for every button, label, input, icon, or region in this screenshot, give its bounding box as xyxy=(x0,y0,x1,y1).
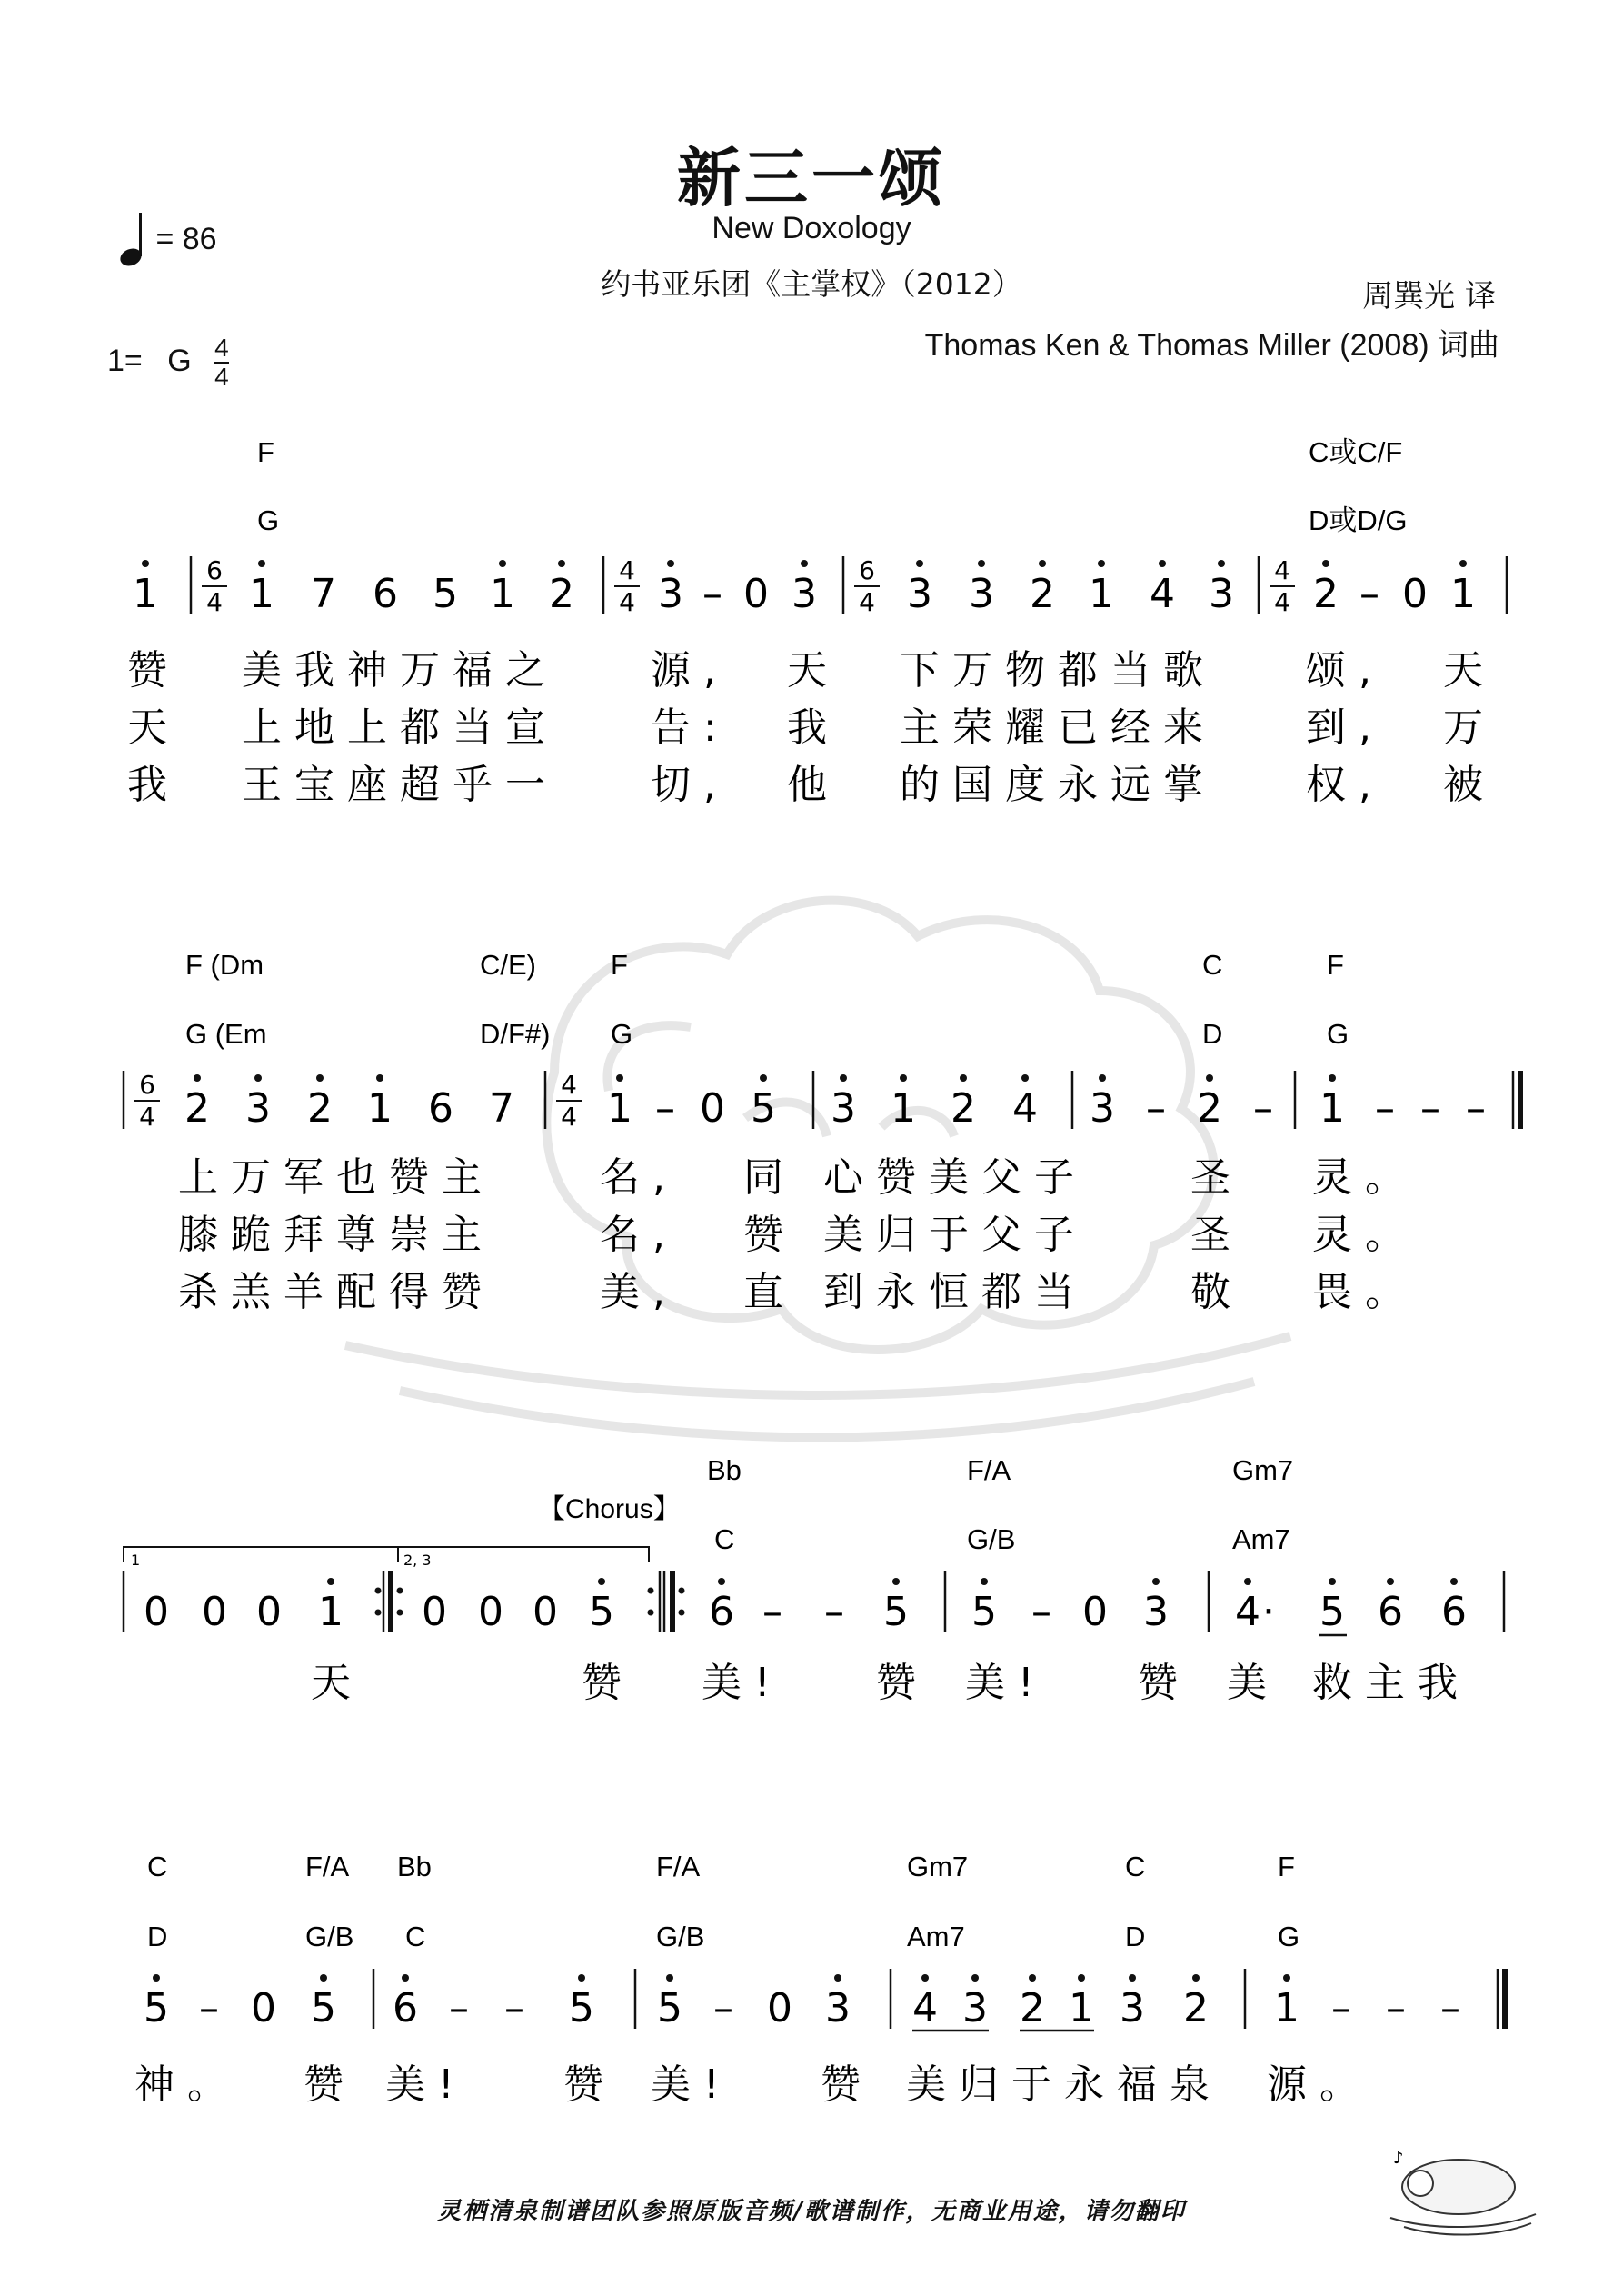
lyric-syllable: 颂, xyxy=(1306,647,1384,694)
album-info: 约书亚乐团《主掌权》（2012） xyxy=(601,266,1022,302)
chord-symbol: C xyxy=(405,1921,426,1952)
time-signature-top: 4 xyxy=(214,334,229,362)
lyric-syllable: 名, xyxy=(600,1154,678,1201)
svg-text:7: 7 xyxy=(311,571,336,617)
chord-symbol: D或D/G xyxy=(1309,504,1408,536)
time-signature-bottom: 4 xyxy=(214,363,229,391)
lyrics-line-4 xyxy=(134,2061,1372,2108)
svg-text:6: 6 xyxy=(139,1070,155,1100)
chord-symbol: D xyxy=(147,1921,168,1952)
lyric-syllable: 万 xyxy=(1443,704,1496,751)
chord-symbol: D xyxy=(1125,1921,1146,1952)
lyric-phrase: 膝跪拜尊崇主 xyxy=(178,1212,494,1258)
lyric-syllable: 圣 xyxy=(1190,1212,1243,1258)
lyric-syllable: 圣 xyxy=(1190,1154,1243,1201)
chord-symbol: F xyxy=(1278,1851,1295,1882)
svg-text:–: – xyxy=(1331,1985,1351,2031)
svg-text:0: 0 xyxy=(256,1589,282,1635)
chord-symbol: C xyxy=(1202,949,1223,981)
chord-symbol: Am7 xyxy=(907,1921,965,1952)
lyric-phrase: 美归于父子 xyxy=(823,1212,1087,1258)
svg-text:0: 0 xyxy=(533,1589,558,1635)
lyric-syllable: 灵。 xyxy=(1312,1154,1418,1201)
svg-text:4: 4 xyxy=(1150,571,1175,617)
chord-row-1 xyxy=(257,436,1408,536)
lyric-syllable: 天 xyxy=(787,647,840,694)
svg-text:5: 5 xyxy=(883,1589,909,1635)
chord-row-3 xyxy=(707,1454,1293,1555)
lyric-syllable: 源, xyxy=(651,647,729,694)
svg-text:5: 5 xyxy=(589,1589,614,1635)
svg-text:2: 2 xyxy=(1020,1985,1045,2031)
song-title: 新三一颂 xyxy=(677,141,946,215)
svg-text:3: 3 xyxy=(658,571,683,617)
svg-text:–: – xyxy=(1359,571,1379,617)
chord-symbol: Am7 xyxy=(1232,1523,1290,1555)
svg-text:1: 1 xyxy=(490,571,515,617)
svg-text:0: 0 xyxy=(700,1085,725,1132)
lyric-syllable: 赞 xyxy=(304,2061,356,2108)
lyric-syllable: 灵。 xyxy=(1312,1212,1418,1258)
svg-text:2: 2 xyxy=(1030,571,1055,617)
lyric-syllable: 我 xyxy=(787,704,840,751)
chord-row-4 xyxy=(147,1851,1299,1952)
svg-text:–: – xyxy=(824,1589,844,1635)
lyric-phrase: 的国度永远掌 xyxy=(900,762,1216,808)
svg-text:6: 6 xyxy=(1378,1589,1403,1635)
chord-symbol: C/E) xyxy=(480,949,536,981)
chord-symbol: D xyxy=(1202,1018,1223,1050)
lyric-phrase: 到永恒都当 xyxy=(823,1269,1087,1315)
lyric-syllable: 天 xyxy=(127,704,180,751)
svg-text:4: 4 xyxy=(1235,1589,1260,1635)
svg-text:2: 2 xyxy=(1183,1985,1209,2031)
svg-text:4: 4 xyxy=(912,1985,938,2031)
chord-row-2 xyxy=(185,949,1349,1050)
svg-text:1: 1 xyxy=(367,1085,393,1132)
svg-text:7: 7 xyxy=(489,1085,514,1132)
chord-symbol: C xyxy=(714,1523,735,1555)
lyric-syllable: 他 xyxy=(787,762,840,808)
svg-text:6: 6 xyxy=(206,555,223,585)
chord-symbol: F/A xyxy=(305,1851,350,1882)
svg-text:2: 2 xyxy=(307,1085,333,1132)
key-prefix: 1= xyxy=(107,343,143,378)
chord-symbol: Bb xyxy=(397,1851,432,1882)
lyric-syllable: 被 xyxy=(1443,762,1496,808)
svg-text:3: 3 xyxy=(831,1085,856,1132)
svg-text:0: 0 xyxy=(1402,571,1428,617)
lyric-syllable: 告: xyxy=(651,704,730,751)
lyric-syllable: 权, xyxy=(1306,762,1384,808)
svg-text:–: – xyxy=(1253,1085,1273,1132)
svg-text:5: 5 xyxy=(971,1589,997,1635)
tempo-value: = 86 xyxy=(155,221,217,256)
svg-text:4: 4 xyxy=(859,587,875,617)
svg-text:3: 3 xyxy=(1209,571,1234,617)
chord-symbol: G xyxy=(257,504,280,536)
svg-text:1: 1 xyxy=(318,1589,344,1635)
svg-text:–: – xyxy=(1386,1985,1406,2031)
lyric-phrase: 美我神万福之 xyxy=(242,647,558,694)
chord-symbol: Gm7 xyxy=(1232,1454,1294,1486)
chord-symbol: Gm7 xyxy=(907,1851,969,1882)
lyric-phrase: 心赞美父子 xyxy=(823,1154,1087,1201)
svg-text:0: 0 xyxy=(144,1589,169,1635)
chord-symbol: F/A xyxy=(967,1454,1011,1486)
chord-symbol: C或C/F xyxy=(1309,436,1403,468)
lyric-phrase: 杀羔羊配得赞 xyxy=(178,1269,494,1315)
svg-text:2: 2 xyxy=(184,1085,210,1132)
svg-text:5: 5 xyxy=(311,1985,336,2031)
lyric-phrase: 上地上都当宣 xyxy=(242,704,558,751)
svg-text:4: 4 xyxy=(139,1102,155,1132)
svg-text:5: 5 xyxy=(144,1985,169,2031)
lyric-syllable: 赞 xyxy=(1138,1660,1190,1706)
svg-text:–: – xyxy=(1420,1085,1440,1132)
lyric-syllable: 赞 xyxy=(821,2061,873,2108)
lyric-phrase: 下万物都当歌 xyxy=(900,647,1216,694)
svg-text:3: 3 xyxy=(969,571,994,617)
svg-text:5: 5 xyxy=(657,1985,682,2031)
svg-text:1: 1 xyxy=(1450,571,1476,617)
lyric-syllable: 天 xyxy=(311,1660,363,1706)
lyric-syllable: 赞 xyxy=(876,1660,929,1706)
chord-symbol: C xyxy=(147,1851,168,1882)
lyric-phrase: 王宝座超乎一 xyxy=(242,762,558,808)
svg-text:·: · xyxy=(1262,1589,1275,1635)
chord-symbol: G xyxy=(1278,1921,1300,1952)
lyric-phrase: 上万军也赞主 xyxy=(178,1154,494,1201)
volta-first-label: 1 xyxy=(131,1552,141,1569)
lyric-syllable: 畏。 xyxy=(1312,1269,1418,1315)
staff-line-3 xyxy=(124,1571,1504,1635)
copyright-footer: 灵栖清泉制谱团队参照原版音频/歌谱制作，无商业用途，请勿翻印 xyxy=(437,2198,1186,2225)
svg-text:2: 2 xyxy=(549,571,574,617)
lyric-syllable: 源。 xyxy=(1267,2061,1372,2108)
song-subtitle: New Doxology xyxy=(712,211,911,245)
key-name: G xyxy=(167,343,192,378)
svg-text:–: – xyxy=(702,571,722,617)
lyric-syllable: 赞 xyxy=(127,647,180,694)
lyric-syllable: 美 xyxy=(1227,1660,1279,1706)
chord-symbol: F (Dm xyxy=(185,949,264,981)
staff-line-4 xyxy=(144,1969,1505,2031)
svg-text:6: 6 xyxy=(709,1589,734,1635)
lyric-syllable: 神。 xyxy=(134,2061,240,2108)
svg-text:–: – xyxy=(1440,1985,1460,2031)
volta-brackets xyxy=(124,1547,649,1562)
lyrics-line-1 xyxy=(127,647,1496,808)
svg-text:4: 4 xyxy=(561,1070,577,1100)
chord-symbol: F xyxy=(257,436,274,468)
svg-text:4: 4 xyxy=(1274,587,1290,617)
svg-text:6: 6 xyxy=(859,555,875,585)
chord-symbol: Bb xyxy=(707,1454,742,1486)
chord-symbol: G xyxy=(1327,1018,1349,1050)
lyric-syllable: 美! xyxy=(651,2061,732,2108)
lyric-syllable: 赞 xyxy=(582,1660,634,1706)
svg-text:0: 0 xyxy=(422,1589,447,1635)
chord-symbol: G (Em xyxy=(185,1018,267,1050)
lyrics-line-3 xyxy=(311,1660,1470,1706)
svg-text:6: 6 xyxy=(1441,1589,1467,1635)
lyric-syllable: 天 xyxy=(1443,647,1496,694)
chord-symbol: G/B xyxy=(967,1523,1016,1555)
svg-text:–: – xyxy=(504,1985,524,2031)
svg-text:1: 1 xyxy=(1274,1985,1299,2031)
lyric-syllable: 到, xyxy=(1306,704,1384,751)
svg-text:1: 1 xyxy=(1069,1985,1094,2031)
lyrics-line-2 xyxy=(178,1154,1418,1315)
svg-text:1: 1 xyxy=(891,1085,916,1132)
lyric-syllable: 赞 xyxy=(743,1212,796,1258)
svg-text:–: – xyxy=(199,1985,219,2031)
svg-text:–: – xyxy=(713,1985,733,2031)
svg-text:2: 2 xyxy=(951,1085,976,1132)
lyric-phrase: 美归于永福泉 xyxy=(906,2061,1222,2108)
svg-text:0: 0 xyxy=(251,1985,276,2031)
lyric-syllable: 名, xyxy=(600,1212,678,1258)
chord-symbol: G/B xyxy=(305,1921,354,1952)
lyric-syllable: 切, xyxy=(651,762,729,808)
svg-text:1: 1 xyxy=(607,1085,632,1132)
svg-text:4: 4 xyxy=(561,1102,577,1132)
svg-text:3: 3 xyxy=(962,1985,988,2031)
svg-text:5: 5 xyxy=(433,571,458,617)
composer-credit: Thomas Ken & Thomas Miller (2008) 词曲 xyxy=(924,328,1499,363)
svg-text:0: 0 xyxy=(478,1589,503,1635)
svg-text:1: 1 xyxy=(249,571,274,617)
svg-text:5: 5 xyxy=(1319,1589,1345,1635)
svg-text:–: – xyxy=(1146,1085,1166,1132)
lyric-syllable: 赞 xyxy=(563,2061,616,2108)
chord-symbol: D/F#) xyxy=(480,1018,551,1050)
chord-symbol: F/A xyxy=(656,1851,701,1882)
svg-text:6: 6 xyxy=(393,1985,418,2031)
lyric-syllable: 我 xyxy=(127,762,180,808)
chord-symbol: C xyxy=(1125,1851,1146,1882)
svg-text:3: 3 xyxy=(825,1985,851,2031)
svg-text:5: 5 xyxy=(569,1985,594,2031)
svg-text:2: 2 xyxy=(1197,1085,1222,1132)
lyric-syllable: 同 xyxy=(743,1154,796,1201)
svg-text:–: – xyxy=(1466,1085,1486,1132)
lyric-syllable: 敬 xyxy=(1190,1269,1243,1315)
svg-text:4: 4 xyxy=(619,587,635,617)
svg-text:–: – xyxy=(762,1589,782,1635)
svg-text:4: 4 xyxy=(1274,555,1290,585)
svg-text:6: 6 xyxy=(428,1085,453,1132)
svg-text:3: 3 xyxy=(1143,1589,1169,1635)
svg-text:4: 4 xyxy=(619,555,635,585)
svg-text:♪: ♪ xyxy=(1393,2149,1404,2168)
svg-text:0: 0 xyxy=(743,571,769,617)
svg-text:3: 3 xyxy=(907,571,932,617)
lyric-phrase: 救主我 xyxy=(1312,1660,1470,1706)
lyric-syllable: 美, xyxy=(600,1269,678,1315)
chorus-label: 【Chorus】 xyxy=(538,1494,681,1524)
chord-symbol: G/B xyxy=(656,1921,705,1952)
svg-text:1: 1 xyxy=(1089,571,1114,617)
svg-text:2: 2 xyxy=(1313,571,1339,617)
lyric-phrase: 主荣耀已经来 xyxy=(900,704,1216,751)
svg-text:5: 5 xyxy=(751,1085,776,1132)
svg-text:–: – xyxy=(655,1085,675,1132)
lyric-syllable: 美! xyxy=(965,1660,1047,1706)
staff-line-1 xyxy=(133,555,1507,617)
lyric-syllable: 美! xyxy=(385,2061,467,2108)
svg-text:0: 0 xyxy=(202,1589,227,1635)
svg-text:–: – xyxy=(1031,1589,1051,1635)
svg-text:3: 3 xyxy=(1120,1985,1145,2031)
svg-text:1: 1 xyxy=(133,571,158,617)
svg-text:4: 4 xyxy=(1012,1085,1038,1132)
translator-credit: 周巽光 译 xyxy=(1362,278,1496,314)
lyric-syllable: 直 xyxy=(743,1269,796,1315)
svg-text:6: 6 xyxy=(373,571,398,617)
lyric-syllable: 美! xyxy=(702,1660,783,1706)
svg-text:1: 1 xyxy=(1319,1085,1345,1132)
chord-symbol: G xyxy=(611,1018,633,1050)
svg-text:0: 0 xyxy=(767,1985,792,2031)
svg-text:3: 3 xyxy=(245,1085,271,1132)
svg-text:4: 4 xyxy=(206,587,223,617)
svg-text:0: 0 xyxy=(1082,1589,1108,1635)
chord-symbol: F xyxy=(611,949,628,981)
svg-text:3: 3 xyxy=(1090,1085,1115,1132)
svg-text:–: – xyxy=(449,1985,469,2031)
svg-text:3: 3 xyxy=(792,571,817,617)
chord-symbol: F xyxy=(1327,949,1344,981)
volta-second-label: 2, 3 xyxy=(403,1552,432,1569)
svg-text:–: – xyxy=(1375,1085,1395,1132)
